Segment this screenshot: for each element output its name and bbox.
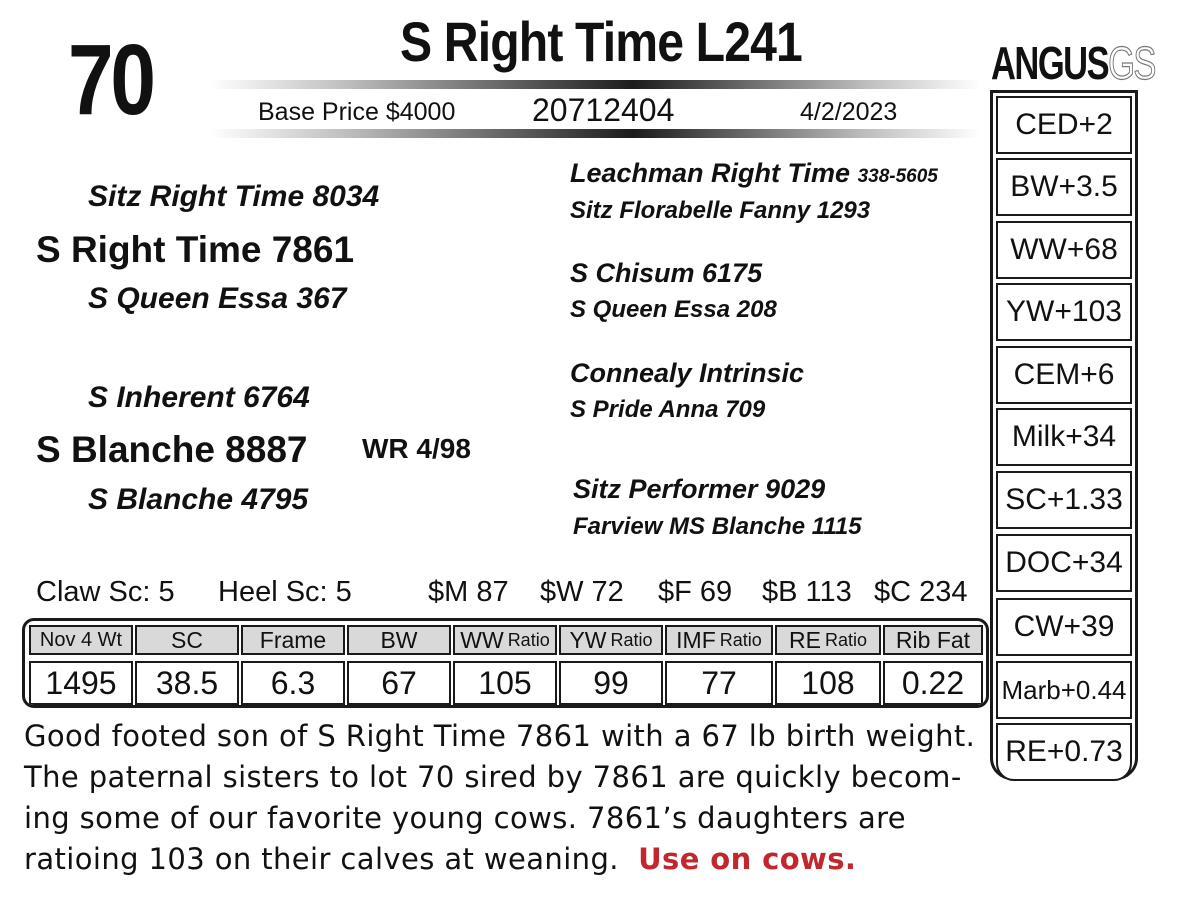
comment-line-1: Good footed son of S Right Time 7861 with a 67 lb birth weight. <box>24 719 976 753</box>
sire: S Right Time 7861 <box>36 229 355 270</box>
header-rule-top <box>210 80 980 89</box>
sire-sire-sire-number: 338-5605 <box>857 166 938 187</box>
sire-sire-sire <box>570 158 938 189</box>
header-bw: BW <box>347 625 451 655</box>
header-sc: SC <box>135 625 239 655</box>
sire-dam-sire: S Chisum 6175 <box>570 258 763 288</box>
header-frame: Frame <box>241 625 345 655</box>
epd-milk: Milk+34 <box>996 408 1132 466</box>
lot-comments <box>24 716 984 880</box>
epd-marb: Marb+0.44 <box>996 661 1132 719</box>
value-sc: 38.5 <box>135 661 239 705</box>
value-bw: 67 <box>347 661 451 705</box>
dam-sire-dam: S Pride Anna 709 <box>570 396 766 423</box>
epd-cem: CEM+6 <box>996 346 1132 404</box>
dam-dam-sire: Sitz Performer 9029 <box>573 474 826 504</box>
heel-score: Heel Sc: 5 <box>218 576 352 608</box>
comment-line-2: The paternal sisters to lot 70 sired by 7861 are quickly becom- <box>24 760 962 794</box>
base-price: Base Price $4000 <box>258 98 456 126</box>
index-b: $B 113 <box>762 576 852 608</box>
index-c: $C 234 <box>874 576 968 608</box>
epd-cw: CW+39 <box>996 598 1132 656</box>
registration-number: 20712404 <box>532 92 675 128</box>
header-yw-ratio: YW Ratio <box>559 625 663 655</box>
index-m: $M 87 <box>428 576 509 608</box>
value-imf-ratio: 77 <box>665 661 773 705</box>
index-w: $W 72 <box>540 576 624 608</box>
value-nov-wt: 1495 <box>29 661 133 705</box>
comment-highlight: Use on cows. <box>638 842 857 876</box>
sire-sire-dam: Sitz Florabelle Fanny 1293 <box>570 197 871 224</box>
sire-sire-sire-name: Leachman Right Time <box>570 158 851 188</box>
value-ww-ratio: 105 <box>453 661 557 705</box>
header-rule-bottom <box>210 129 980 138</box>
epd-re: RE+0.73 <box>996 723 1132 781</box>
dam-weaning-ratio: WR 4/98 <box>362 433 471 464</box>
birth-date: 4/2/2023 <box>800 98 898 126</box>
value-rib-fat: 0.22 <box>883 661 983 705</box>
epd-ww: WW+68 <box>996 221 1132 279</box>
header-ww-ratio: WW Ratio <box>453 625 557 655</box>
logo-suffix: GS <box>1108 37 1155 89</box>
epd-sc: SC+1.33 <box>996 471 1132 529</box>
value-frame: 6.3 <box>241 661 345 705</box>
comment-line-3: ing some of our favorite young cows. 7861’s daughters are <box>24 801 907 835</box>
dam-dam-dam: Farview MS Blanche 1115 <box>573 513 862 540</box>
epd-bw: BW+3.5 <box>996 158 1132 216</box>
sire-sire: Sitz Right Time 8034 <box>88 180 380 213</box>
value-yw-ratio: 99 <box>559 661 663 705</box>
header-nov-wt: Nov 4 Wt <box>29 625 133 655</box>
angus-gs-logo <box>991 37 1155 89</box>
logo-main: ANGUS <box>991 37 1109 89</box>
claw-score: Claw Sc: 5 <box>36 576 175 608</box>
dam: S Blanche 8887 <box>36 429 308 470</box>
header-rib-fat: Rib Fat <box>883 625 983 655</box>
epd-doc: DOC+34 <box>996 534 1132 592</box>
comment-line-4-text: ratioing 103 on their calves at weaning. <box>24 842 639 876</box>
value-re-ratio: 108 <box>775 661 881 705</box>
lot-title: S Right Time L241 <box>400 10 802 73</box>
epd-column <box>990 90 1138 780</box>
lot-number: 70 <box>68 24 153 136</box>
comment-line-4 <box>24 839 984 880</box>
performance-table <box>22 618 989 708</box>
dam-sire-sire: Connealy Intrinsic <box>570 358 805 388</box>
sire-dam: S Queen Essa 367 <box>88 282 347 315</box>
index-f: $F 69 <box>658 576 733 608</box>
sire-dam-dam: S Queen Essa 208 <box>570 296 777 323</box>
header-imf-ratio: IMF Ratio <box>665 625 773 655</box>
epd-yw: YW+103 <box>996 283 1132 341</box>
dam-sire: S Inherent 6764 <box>88 381 310 414</box>
epd-ced: CED+2 <box>996 96 1132 154</box>
dam-dam: S Blanche 4795 <box>88 483 309 516</box>
header-re-ratio: RE Ratio <box>775 625 881 655</box>
